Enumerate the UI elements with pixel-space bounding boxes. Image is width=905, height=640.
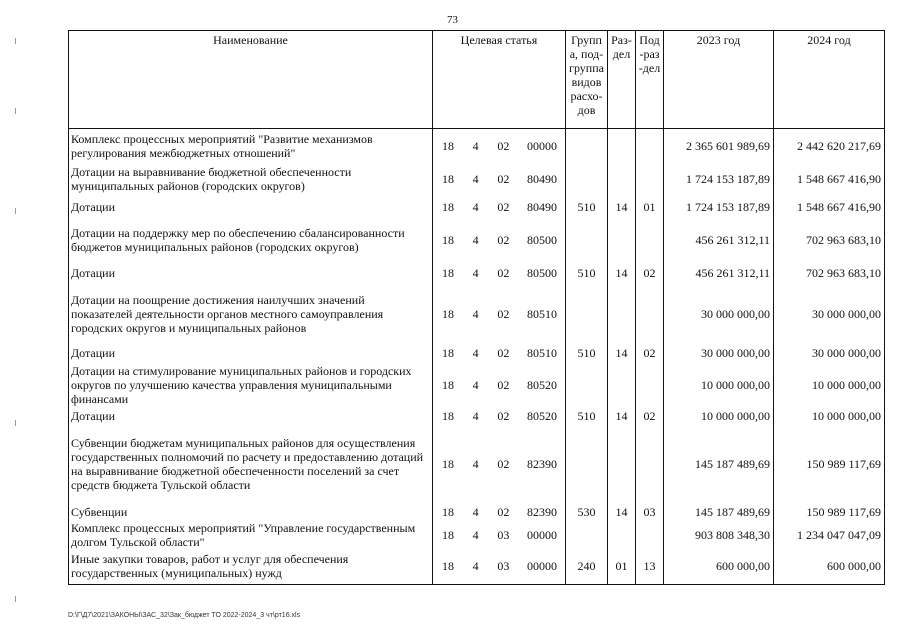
row-target-code [433, 129, 566, 163]
code-program: 18 [442, 527, 454, 542]
row-name: Дотации [69, 407, 433, 425]
row-group [566, 363, 608, 407]
row-name: Дотации [69, 195, 433, 219]
code-subprogram: 4 [472, 504, 479, 519]
code-subprogram: 4 [472, 527, 479, 542]
code-direction: 80510 [526, 345, 557, 360]
row-name: Дотации на стимулирование муниципальных районов и городских округов по улучшению качества управления муниципальными финансами [69, 363, 433, 407]
row-subsection [636, 285, 664, 343]
code-program: 18 [442, 171, 454, 186]
row-group [566, 163, 608, 195]
table-row [69, 129, 885, 163]
budget-table [68, 30, 885, 585]
row-group [566, 521, 608, 549]
code-event: 02 [497, 138, 510, 153]
row-name: Дотации [69, 343, 433, 363]
code-subprogram: 4 [472, 199, 479, 214]
code-direction: 80500 [526, 232, 557, 247]
header-subsection: Под-раз-дел [636, 31, 664, 129]
table-row [69, 549, 885, 585]
code-subprogram: 4 [472, 345, 479, 360]
code-direction: 80490 [526, 171, 557, 186]
table-row [69, 425, 885, 503]
row-2023: 145 187 489,69 [664, 503, 774, 521]
code-program: 18 [442, 306, 454, 321]
code-program: 18 [442, 138, 454, 153]
code-direction: 80520 [526, 377, 557, 392]
row-name: Субвенции [69, 503, 433, 521]
row-2023: 10 000 000,00 [664, 363, 774, 407]
row-group: 240 [566, 549, 608, 585]
row-subsection: 02 [636, 261, 664, 285]
row-2023: 600 000,00 [664, 549, 774, 585]
row-target-code [433, 549, 566, 585]
margin-mark [15, 596, 16, 602]
row-section: 14 [608, 503, 636, 521]
row-target-code [433, 425, 566, 503]
code-program: 18 [442, 265, 454, 280]
row-subsection [636, 219, 664, 261]
row-2023: 456 261 312,11 [664, 219, 774, 261]
code-direction: 00000 [526, 527, 557, 542]
row-2024: 1 234 047 047,09 [774, 521, 885, 549]
row-2023: 903 808 348,30 [664, 521, 774, 549]
code-subprogram: 4 [472, 171, 479, 186]
table-row [69, 163, 885, 195]
row-2024: 10 000 000,00 [774, 407, 885, 425]
header-section: Раз-дел [608, 31, 636, 129]
code-program: 18 [442, 559, 454, 574]
row-group [566, 425, 608, 503]
row-section [608, 425, 636, 503]
row-2024: 2 442 620 217,69 [774, 129, 885, 163]
table-row [69, 219, 885, 261]
table-row [69, 503, 885, 521]
row-subsection [636, 163, 664, 195]
row-name: Дотации на выравнивание бюджетной обеспеченности муниципальных районов (городских округов) [69, 163, 433, 195]
row-subsection: 02 [636, 343, 664, 363]
code-direction: 80500 [526, 265, 557, 280]
row-subsection: 13 [636, 549, 664, 585]
code-event: 02 [497, 171, 510, 186]
code-direction: 00000 [526, 138, 557, 153]
row-group [566, 285, 608, 343]
code-subprogram: 4 [472, 265, 479, 280]
row-group: 510 [566, 261, 608, 285]
code-subprogram: 4 [472, 408, 479, 423]
header-2024: 2024 год [774, 31, 885, 129]
row-section [608, 521, 636, 549]
row-section: 14 [608, 407, 636, 425]
row-subsection: 01 [636, 195, 664, 219]
row-2023: 1 724 153 187,89 [664, 163, 774, 195]
row-name: Иные закупки товаров, работ и услуг для обеспечения государственных (муниципальных) нужд [69, 549, 433, 585]
row-target-code [433, 163, 566, 195]
row-subsection [636, 425, 664, 503]
code-direction: 00000 [526, 559, 557, 574]
table-row [69, 407, 885, 425]
header-target: Целевая статья [433, 31, 566, 129]
row-section [608, 285, 636, 343]
code-subprogram: 4 [472, 232, 479, 247]
row-subsection: 02 [636, 407, 664, 425]
margin-mark [15, 38, 16, 44]
code-subprogram: 4 [472, 559, 479, 574]
table-row [69, 521, 885, 549]
row-2023: 30 000 000,00 [664, 285, 774, 343]
row-2024: 150 989 117,69 [774, 425, 885, 503]
code-subprogram: 4 [472, 456, 479, 471]
row-group [566, 129, 608, 163]
row-target-code [433, 503, 566, 521]
row-2023: 10 000 000,00 [664, 407, 774, 425]
code-program: 18 [442, 232, 454, 247]
margin-mark [15, 420, 16, 426]
code-direction: 80510 [526, 306, 557, 321]
header-2023: 2023 год [664, 31, 774, 129]
code-program: 18 [442, 345, 454, 360]
row-target-code [433, 285, 566, 343]
row-2023: 145 187 489,69 [664, 425, 774, 503]
code-subprogram: 4 [472, 138, 479, 153]
code-program: 18 [442, 408, 454, 423]
row-2024: 10 000 000,00 [774, 363, 885, 407]
code-program: 18 [442, 504, 454, 519]
code-event: 03 [497, 527, 510, 542]
row-target-code [433, 195, 566, 219]
code-event: 02 [497, 232, 510, 247]
row-section [608, 129, 636, 163]
file-path-footer: D:\Г\Д7\2021\ЗАКОНЫ\ЗАС_32\Зак_бюджет ТО 2022-2024_3 чт\рт16.xls [68, 612, 301, 619]
row-group [566, 219, 608, 261]
row-group: 510 [566, 195, 608, 219]
row-name: Комплекс процессных мероприятий "Управление государственным долгом Тульской области" [69, 521, 433, 549]
header-group: Группа, под-группа видов расхо-дов [566, 31, 608, 129]
table-row [69, 261, 885, 285]
code-event: 02 [497, 377, 510, 392]
row-2023: 1 724 153 187,89 [664, 195, 774, 219]
code-direction: 82390 [526, 504, 557, 519]
row-2024: 702 963 683,10 [774, 219, 885, 261]
table-row [69, 195, 885, 219]
code-program: 18 [442, 377, 454, 392]
table-row [69, 343, 885, 363]
code-direction: 82390 [526, 456, 557, 471]
row-2024: 1 548 667 416,90 [774, 195, 885, 219]
code-event: 02 [497, 345, 510, 360]
row-section: 01 [608, 549, 636, 585]
page-number: 73 [447, 14, 458, 26]
row-target-code [433, 261, 566, 285]
row-2023: 2 365 601 989,69 [664, 129, 774, 163]
row-section [608, 219, 636, 261]
row-2024: 150 989 117,69 [774, 503, 885, 521]
row-group: 530 [566, 503, 608, 521]
row-2024: 1 548 667 416,90 [774, 163, 885, 195]
row-section: 14 [608, 195, 636, 219]
row-subsection [636, 363, 664, 407]
row-name: Комплекс процессных мероприятий "Развитие механизмов регулирования межбюджетных отношений" [69, 129, 433, 163]
row-group: 510 [566, 343, 608, 363]
row-target-code [433, 407, 566, 425]
code-program: 18 [442, 456, 454, 471]
row-2024: 600 000,00 [774, 549, 885, 585]
row-2024: 30 000 000,00 [774, 343, 885, 363]
table-row [69, 285, 885, 343]
code-direction: 80520 [526, 408, 557, 423]
row-target-code [433, 363, 566, 407]
row-section: 14 [608, 261, 636, 285]
row-target-code [433, 343, 566, 363]
row-2023: 30 000 000,00 [664, 343, 774, 363]
row-section [608, 363, 636, 407]
code-direction: 80490 [526, 199, 557, 214]
row-section: 14 [608, 343, 636, 363]
code-program: 18 [442, 199, 454, 214]
row-2024: 30 000 000,00 [774, 285, 885, 343]
code-event: 03 [497, 559, 510, 574]
code-event: 02 [497, 408, 510, 423]
table-row [69, 363, 885, 407]
row-2024: 702 963 683,10 [774, 261, 885, 285]
row-2023: 456 261 312,11 [664, 261, 774, 285]
code-subprogram: 4 [472, 306, 479, 321]
row-subsection [636, 129, 664, 163]
code-event: 02 [497, 265, 510, 280]
row-name: Дотации на поощрение достижения наилучших значений показателей деятельности органов местного самоуправления городских округов и муниципальных районов [69, 285, 433, 343]
row-name: Дотации [69, 261, 433, 285]
row-target-code [433, 219, 566, 261]
row-name: Субвенции бюджетам муниципальных районов для осуществления государственных полномочий по расчету и предоставлению дотаций на выравнивание бюджетной обеспеченности поселений за счет средств бюджета Тульской области [69, 425, 433, 503]
header-name: Наименование [69, 31, 433, 129]
code-event: 02 [497, 504, 510, 519]
row-target-code [433, 521, 566, 549]
row-subsection: 03 [636, 503, 664, 521]
code-subprogram: 4 [472, 377, 479, 392]
code-event: 02 [497, 306, 510, 321]
row-name: Дотации на поддержку мер по обеспечению сбалансированности бюджетов муниципальных районов (городских округов) [69, 219, 433, 261]
row-subsection [636, 521, 664, 549]
row-section [608, 163, 636, 195]
row-group: 510 [566, 407, 608, 425]
code-event: 02 [497, 199, 510, 214]
margin-mark [15, 208, 16, 214]
margin-mark [15, 108, 16, 114]
code-event: 02 [497, 456, 510, 471]
